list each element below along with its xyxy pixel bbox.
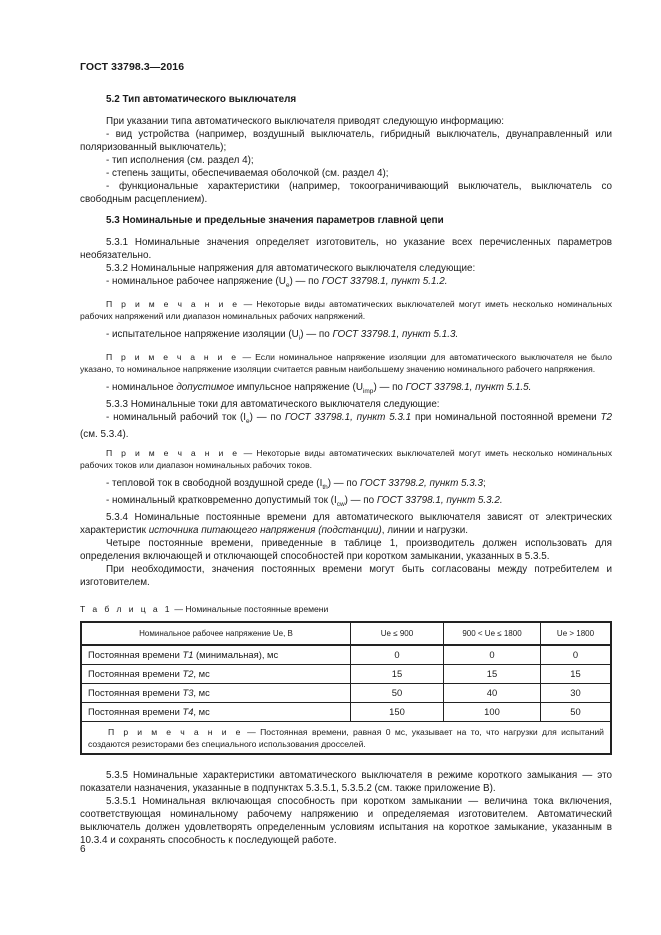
document-header: ГОСТ 33798.3—2016: [80, 61, 185, 73]
note-text: — Постоянная времени, равная 0 мс, указывает на то, что нагрузки для испытаний создаются резисторами без специального использования дросселей.: [88, 726, 604, 749]
table-cell: 15: [541, 664, 612, 683]
header-cell: Ue > 1800: [541, 622, 612, 645]
table-caption: [80, 603, 612, 616]
text-run: ;: [483, 477, 486, 489]
section-5-3-title: 5.3 Номинальные и предельные значения параметров главной цепи: [106, 215, 444, 226]
insulation-voltage-item: [80, 328, 612, 345]
text-run: при номинальной постоянной времени: [411, 411, 601, 423]
list-item: - вид устройства (например, воздушный выключатель, гибридный выключатель, двунаправленный или поляризованный выключатель);: [80, 129, 612, 153]
italic-run: T1: [182, 649, 194, 661]
table-cell: 50: [541, 702, 612, 721]
text-run: - испытательное напряжение изоляции (U: [106, 328, 299, 340]
row-label: [81, 664, 351, 683]
italic-run: T3: [182, 687, 194, 699]
note-text: — Некоторые виды автоматических выключателей могут иметь несколько номинальных рабочих токов или диапазон номинальных рабочих токов.: [80, 447, 612, 470]
paragraph-5-3-4-c: При необходимости, значения постоянных времени могут быть согласованы между потребителем и изготовителем.: [80, 563, 612, 588]
table-cell: 15: [444, 664, 541, 683]
text-run: (минимальная), мс: [193, 649, 279, 661]
text-run: , мс: [193, 687, 210, 699]
text-run: ) — по: [289, 276, 322, 287]
paragraph-5-3-5: 5.3.5 Номинальные характеристики автоматического выключателя в режиме короткого замыкания — это показатели назначения, указанные в подпунктах 5.3.5.1, 5.3.5.2 (см. также приложение В).: [80, 769, 612, 794]
table-cell: 0: [444, 645, 541, 665]
table-row: [81, 664, 611, 683]
note-text: — Некоторые виды автоматических выключателей могут иметь несколько номинальных рабочих напряжений или диапазон номинальных рабочих напряжений.: [80, 298, 612, 321]
text-run: , мс: [193, 668, 210, 680]
italic-run: T2: [182, 668, 194, 680]
row-label: [81, 683, 351, 702]
text-run: ) — по: [249, 411, 286, 423]
text-run: - номинальный кратковременно допустимый ток (I: [106, 494, 337, 506]
row-label: [81, 702, 351, 721]
header-cell: Ue ≤ 900: [351, 622, 444, 645]
subscript: imp: [362, 387, 374, 395]
standard-reference: ГОСТ 33798.1, пункт 5.1.2.: [321, 276, 448, 287]
header-cell: Номинальное рабочее напряжение Ue, В: [81, 622, 351, 645]
standard-reference: ГОСТ 33798.1, пункт 5.3.1: [285, 411, 412, 423]
text-run: 5.3.4 Номинальные постоянные времени для автоматического выключателя зависят от электрических характеристик: [80, 511, 612, 536]
text-run: ) — по: [344, 494, 377, 506]
table-cell: 50: [351, 683, 444, 702]
list-item: - тип исполнения (см. раздел 4);: [106, 155, 254, 166]
text-run: Постоянная времени: [88, 706, 183, 718]
section-5-2-intro: При указании типа автоматического выключателя приводят следующую информацию:: [106, 116, 505, 127]
paragraph-5-3-3: 5.3.3 Номинальные токи для автоматического выключателя следующие:: [106, 398, 440, 410]
document-body: [80, 93, 612, 847]
page-number: 6: [80, 844, 86, 855]
subscript: th: [322, 483, 328, 491]
short-time-current-item: [80, 494, 612, 511]
table-row: [81, 683, 611, 702]
text-run: ) — по: [373, 381, 406, 393]
text-run: - номинальное: [106, 381, 177, 393]
standard-reference: ГОСТ 33798.1, пункт 5.1.3.: [332, 328, 459, 340]
table-cell: 15: [351, 664, 444, 683]
text-run: , линии и нагрузки.: [381, 524, 469, 536]
note-text: — Если номинальное напряжение изоляции для автоматического выключателя не было указано, то номинальное напряжение изоляции считается равным наибольшему значению номинального рабочего напряжения.: [80, 351, 612, 374]
text-run: ) — по: [300, 328, 333, 340]
text-run: импульсное напряжение (U: [234, 381, 363, 393]
text-run: - тепловой ток в свободной воздушной среде (I: [106, 477, 323, 489]
text-run: (см. 5.3.4).: [80, 428, 129, 440]
italic-run: T2: [600, 411, 613, 423]
text-run: - номинальный рабочий ток (I: [106, 411, 246, 423]
paragraph-5-3-2: 5.3.2 Номинальные напряжения для автоматического выключателя следующие:: [106, 263, 476, 274]
standard-reference: ГОСТ 33798.1, пункт 5.1.5.: [405, 381, 532, 393]
table-note: [81, 721, 611, 754]
note-label: П р и м е ч а н и е: [106, 298, 240, 309]
table-cell: 0: [541, 645, 612, 665]
table-title: — Номинальные постоянные времени: [171, 603, 329, 614]
rated-operational-current-item: [80, 411, 612, 441]
italic-run: допустимое: [176, 381, 235, 393]
subscript: e: [285, 281, 290, 289]
standard-reference: ГОСТ 33798.2, пункт 5.3.3: [360, 477, 483, 489]
subscript: e: [246, 417, 250, 425]
text-run: - номинальное рабочее напряжение (U: [106, 276, 286, 287]
paragraph-5-3-1: 5.3.1 Номинальные значения определяет изготовитель, но указание всех перечисленных параметров необязательно.: [80, 237, 612, 261]
paragraph-5-3-5-1: 5.3.5.1 Номинальная включающая способность при коротком замыкании — величина тока включения, соответствующая номинальному рабочему напряжению и определяемая изготовителем. Автоматический выключатель должен удовлетворять определенным условиям испытания на короткое замыкание, указанным в 10.3.4 и сохранять способность к последующей работе.: [80, 795, 612, 846]
subscript: i: [298, 334, 301, 342]
text-run: Постоянная времени: [88, 649, 183, 661]
paragraph-5-3-4-b: Четыре постоянные времени, приведенные в таблице 1, производитель должен использовать для определения включающей и отключающей способностей при коротком замыкании, указанных в 5.3.5.: [80, 537, 612, 562]
row-label: [81, 645, 351, 665]
header-cell: 900 < Ue ≤ 1800: [444, 622, 541, 645]
rated-operational-voltage-item: [80, 275, 612, 292]
note-3: [80, 447, 612, 471]
table-row: [81, 645, 611, 665]
text-run: , мс: [193, 706, 210, 718]
subscript: cw: [336, 500, 345, 508]
time-constants-table: [80, 621, 612, 755]
list-item: - функциональные характеристики (например, токоограничивающий выключатель, выключатель со свободным расцеплением).: [80, 181, 612, 205]
text-run: Постоянная времени: [88, 687, 183, 699]
note-2: [80, 351, 612, 375]
note-1: [80, 298, 612, 322]
note-label: П р и м е ч а н и е: [106, 351, 239, 362]
table-cell: 150: [351, 702, 444, 721]
list-item: - степень защиты, обеспечиваемая оболочкой (см. раздел 4);: [106, 168, 389, 179]
table-cell: 100: [444, 702, 541, 721]
text-run: Постоянная времени: [88, 668, 183, 680]
italic-run: T4: [182, 706, 194, 718]
thermal-current-item: [80, 477, 612, 494]
table-cell: 0: [351, 645, 444, 665]
section-5-2-title: 5.2 Тип автоматического выключателя: [106, 94, 297, 105]
table-row: [81, 702, 611, 721]
italic-run: источника питающего напряжения (подстанции): [148, 524, 382, 536]
note-label: П р и м е ч а н и е: [108, 726, 243, 737]
standard-reference: ГОСТ 33798.1, пункт 5.3.2.: [376, 494, 503, 506]
table-header-row: [81, 622, 611, 645]
paragraph-5-3-4: [80, 511, 612, 537]
table-cell: 30: [541, 683, 612, 702]
table-label: Т а б л и ц а 1: [80, 603, 172, 614]
table-cell: 40: [444, 683, 541, 702]
note-label: П р и м е ч а н и е: [106, 447, 240, 458]
table-note-row: [81, 721, 611, 754]
impulse-voltage-item: [80, 381, 612, 398]
text-run: ) — по: [327, 477, 360, 489]
